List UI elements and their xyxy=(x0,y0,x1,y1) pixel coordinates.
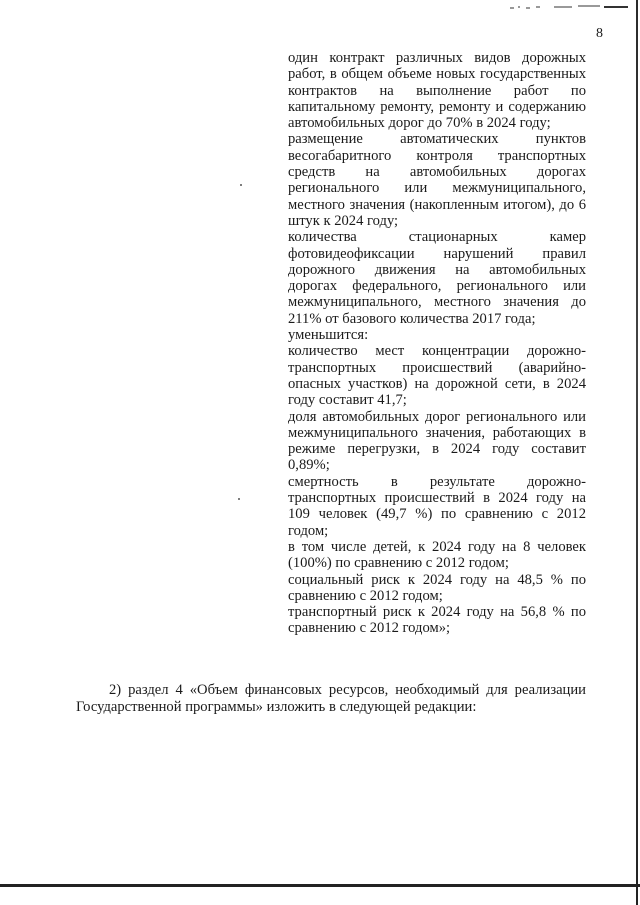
indicator-list xyxy=(288,50,586,637)
list-item: уменьшится: xyxy=(288,327,369,344)
list-item: количества стационарных камер фотовидеофиксации нарушений правил дорожного движения на автомобильных дорогах федерального, регионального или межмуниципального, местного значения до 211% от базового количества 2017 года; xyxy=(288,229,586,327)
page-number: 8 xyxy=(596,26,603,41)
scan-edge-bottom xyxy=(0,884,640,887)
list-item: доля автомобильных дорог регионального или межмуниципального значения, работающих в режиме перегрузки, в 2024 году составит 0,89%; xyxy=(288,408,586,474)
list-item: социальный риск к 2024 году на 48,5 % по сравнению с 2012 годом; xyxy=(288,571,586,604)
closing-paragraph: 2) раздел 4 «Объем финансовых ресурсов, необходимый для реализации Государственной программы» изложить в следующей редакции: xyxy=(76,682,586,715)
list-item: транспортный риск к 2024 году на 56,8 % по сравнению с 2012 годом»; xyxy=(288,604,586,637)
list-item: в том числе детей, к 2024 году на 8 человек (100%) по сравнению с 2012 годом; xyxy=(288,538,586,572)
list-item: один контракт различных видов дорожных работ, в общем объеме новых государственных контрактов на выполнение работ по капитальному ремонту, ремонту и содержанию автомобильных дорог до 70% в 2024 году; xyxy=(288,50,586,132)
list-item: смертность в результате дорожно-транспортных происшествий в 2024 году на 109 человек (49,7 %) по сравнению с 2012 годом; xyxy=(288,473,586,539)
list-item: размещение автоматических пунктов весогабаритного контроля транспортных средств на автомобильных дорогах регионального или межмуниципального, местного значения (накопленным итогом), до 6 штук к 2024 году; xyxy=(288,131,586,229)
list-item: количество мест концентрации дорожно-транспортных происшествий (аварийно-опасных участков) на дорожной сети, в 2024 году составит 41,7; xyxy=(288,343,586,409)
scan-artifact-marks xyxy=(510,2,630,12)
scan-speck xyxy=(238,498,240,500)
scan-speck xyxy=(240,184,242,186)
scan-edge-right xyxy=(636,0,638,905)
